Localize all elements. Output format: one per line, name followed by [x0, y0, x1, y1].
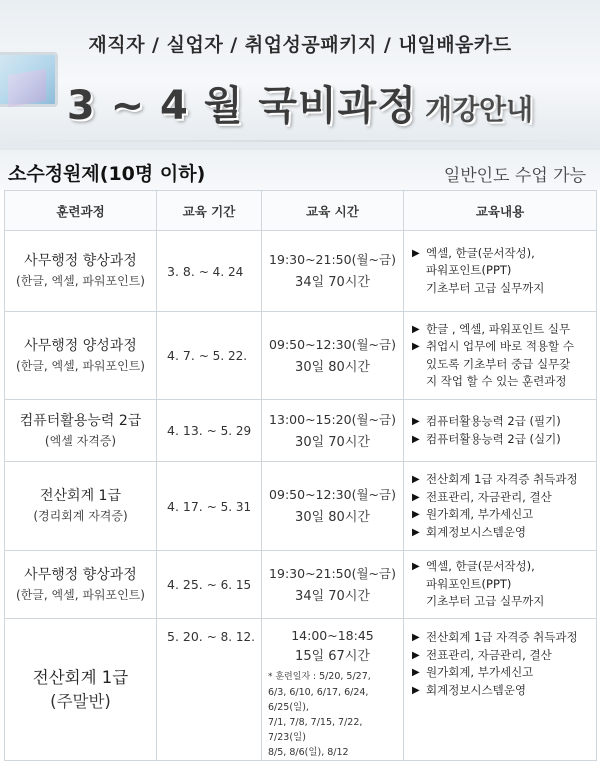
header-period: 교육 기간 — [157, 191, 262, 231]
content-item: ▶ 엑셀, 한글(문서작성), — [412, 245, 592, 263]
content-item: ▶ 원가회계, 부가세신고 — [412, 506, 592, 524]
period-end: ~ 5. 31 — [206, 499, 252, 514]
header-course: 훈련과정 — [5, 191, 157, 231]
table-row — [5, 400, 597, 462]
course-subjects: (경리회계 자격증) — [33, 509, 128, 523]
content-item: ▶ 컴퓨터활용능력 2급 (필기) — [412, 413, 592, 431]
course-name: 전산회계 1급 — [32, 667, 129, 687]
period-start: 3. 8. — [167, 263, 195, 279]
course-name-cell — [5, 231, 157, 312]
time-cell — [262, 400, 404, 462]
content-item: ▶ 회계정보시스템운영 — [412, 682, 592, 700]
period-end: ~ 5. 22. — [198, 349, 248, 363]
time-cell — [262, 231, 404, 312]
course-name-cell — [5, 312, 157, 400]
title-months: 3 ~ 4 월 국비과정 — [66, 83, 417, 129]
period-end: ~ 8. 12. — [206, 630, 255, 644]
content-item: ▶ 원가회계, 부가세신고 — [412, 664, 592, 682]
course-name-cell — [5, 619, 157, 761]
training-dates-note — [262, 669, 403, 760]
training-dates-line: 7/1, 7/8, 7/15, 7/22, 7/23(일) — [268, 717, 363, 743]
content-item: 기초부터 고급 실무까지 — [426, 280, 545, 295]
class-hours: 14:00~18:45 — [291, 628, 374, 643]
content-item: ▶ 회계정보시스템운영 — [412, 524, 592, 542]
content-item: ▶ 컴퓨터활용능력 2급 (실기) — [412, 431, 592, 449]
content-cell — [404, 462, 597, 551]
period-cell — [157, 231, 262, 312]
public-eligibility-note: 일반인도 수업 가능 — [443, 166, 586, 186]
triangle-bullet-icon: ▶ — [412, 667, 420, 678]
period-end: ~ 4. 24 — [198, 264, 244, 279]
triangle-bullet-icon: ▶ — [412, 491, 420, 503]
total-duration: 30일 70시간 — [295, 434, 370, 450]
content-item: 파워포인트(PPT) — [426, 576, 512, 591]
total-duration: 34일 70시간 — [295, 588, 370, 604]
course-name: 사무행정 양성과정 — [24, 337, 137, 354]
period-start: 5. 20. — [167, 629, 203, 644]
training-dates-line: 8/5, 8/6(일), 8/12 — [268, 747, 349, 758]
triangle-bullet-icon: ▶ — [412, 416, 420, 427]
course-name: 전산회계 1급 — [40, 488, 121, 504]
triangle-bullet-icon: ▶ — [412, 632, 420, 643]
period-cell — [157, 619, 262, 761]
table-row — [5, 312, 597, 400]
table-row — [5, 462, 597, 551]
content-item: ▶ 한글 , 엑셀, 파워포인트 실무 — [412, 321, 592, 339]
triangle-bullet-icon: ▶ — [412, 526, 420, 538]
triangle-bullet-icon: ▶ — [412, 649, 420, 661]
period-cell — [157, 400, 262, 462]
table-header-row — [5, 191, 597, 231]
course-name: 사무행정 향상과정 — [24, 253, 137, 269]
table-row — [5, 619, 597, 761]
period-cell — [157, 551, 262, 619]
period-cell — [157, 462, 262, 551]
content-item: ▶ 취업시 업무에 바로 적용할 수 — [412, 338, 592, 356]
period-start: 4. 25. — [167, 577, 203, 592]
content-item: 기초부터 고급 실무까지 — [426, 594, 545, 609]
content-cell — [404, 551, 597, 619]
content-item: ▶ 전산회계 1급 자격증 취득과정 — [412, 471, 592, 489]
triangle-bullet-icon: ▶ — [412, 323, 420, 335]
course-name-cell — [5, 551, 157, 619]
header-banner — [0, 0, 600, 150]
time-cell — [262, 462, 404, 551]
period-cell — [157, 312, 262, 400]
content-item: 파워포인트(PPT) — [426, 263, 512, 278]
triangle-bullet-icon: ▶ — [412, 433, 420, 445]
period-end: ~ 5. 29 — [206, 424, 252, 438]
total-duration: 30일 80시간 — [295, 510, 370, 525]
class-hours: 09:50~12:30(월~금) — [269, 336, 396, 352]
time-cell — [262, 312, 404, 400]
triangle-bullet-icon: ▶ — [412, 561, 420, 573]
period-start: 4. 7. — [167, 348, 195, 363]
content-item: ▶ 엑셀, 한글(문서작성), — [412, 558, 592, 576]
class-hours: 09:50~12:30(월~금) — [269, 487, 396, 502]
content-item: ▶ 전표관리, 자금관리, 결산 — [412, 489, 592, 507]
triangle-bullet-icon: ▶ — [412, 684, 420, 696]
triangle-bullet-icon: ▶ — [412, 341, 420, 352]
course-subjects: (한글, 엑셀, 파워포인트) — [16, 587, 145, 602]
class-hours: 19:30~21:50(월~금) — [269, 252, 396, 267]
content-item: ▶ 전산회계 1급 자격증 취득과정 — [412, 629, 592, 647]
training-dates-line: 5/20, 5/27, — [319, 671, 371, 682]
title-suffix: 개강안내 — [424, 93, 534, 126]
content-cell — [404, 312, 597, 400]
course-schedule-table — [4, 190, 597, 761]
content-item: 지 작업 할 수 있는 훈련과정 — [426, 374, 567, 388]
period-end: ~ 6. 15 — [206, 578, 252, 592]
time-cell — [262, 619, 404, 761]
training-dates-label: * 훈련일자 : — [268, 672, 317, 682]
period-start: 4. 13. — [167, 423, 203, 438]
course-subjects: (주말반) — [50, 691, 111, 711]
class-hours: 13:00~15:20(월~금) — [269, 411, 396, 427]
content-cell — [404, 619, 597, 761]
content-item: ▶ 전표관리, 자금관리, 결산 — [412, 647, 592, 665]
course-subjects: (한글, 엑셀, 파워포인트) — [16, 358, 145, 373]
total-duration: 30일 80시간 — [295, 359, 370, 375]
class-hours: 19:30~21:50(월~금) — [269, 565, 396, 581]
course-name-cell — [5, 400, 157, 462]
total-duration: 34일 70시간 — [295, 275, 370, 290]
total-duration: 15일 67시간 — [295, 649, 370, 664]
course-subjects: (한글, 엑셀, 파워포인트) — [16, 274, 145, 288]
content-cell — [404, 400, 597, 462]
time-cell — [262, 551, 404, 619]
content-cell — [404, 231, 597, 312]
course-subjects: (엑셀 자격증) — [44, 433, 117, 448]
triangle-bullet-icon: ▶ — [412, 509, 420, 520]
triangle-bullet-icon: ▶ — [412, 247, 420, 259]
content-item: 있도록 기초부터 중급 실무갗 — [426, 356, 571, 371]
header-time: 교육 시간 — [262, 191, 404, 231]
header-content: 교육내용 — [404, 191, 597, 231]
divider — [0, 140, 600, 142]
table-row — [5, 231, 597, 312]
course-name-cell — [5, 462, 157, 551]
training-dates-line: 6/3, 6/10, 6/17, 6/24, 6/25(일), — [268, 687, 369, 713]
class-size-note: 소수정원제(10명 이하) — [8, 163, 206, 185]
period-start: 4. 17. — [167, 498, 203, 514]
subheader — [0, 150, 600, 190]
course-name: 사무행정 향상과정 — [24, 566, 137, 583]
table-row — [5, 551, 597, 619]
course-name: 컴퓨터활용능력 2급 — [19, 412, 142, 429]
triangle-bullet-icon: ▶ — [412, 474, 420, 485]
main-title — [0, 74, 600, 131]
target-audience-line: 재직자 / 실업자 / 취업성공패키지 / 내일배움카드 — [88, 34, 512, 56]
